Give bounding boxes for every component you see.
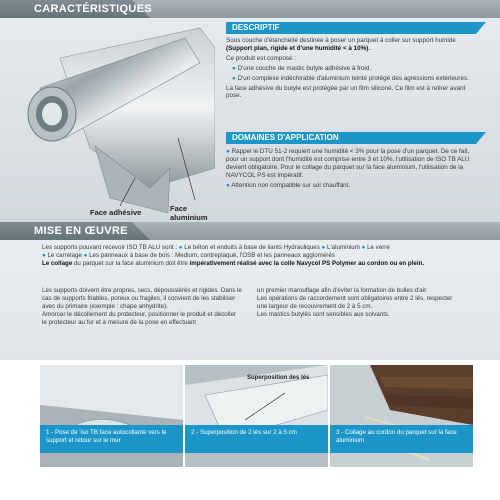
descriptif-heading: DESCRIPTIF xyxy=(226,22,476,34)
mise-column-1: Les supports doivent être propres, secs, dépoussiérés et rigides. Dans le cas de supports friables, poreux ou fragiles, il convient de les stabiliser avec du primaire (exemple : chape anhydrite). Amorcer le décollement du protecteur, positionner le produit et décoller le protecteur au fur et à mesure de la pose en effectuant xyxy=(42,287,242,326)
supports-list: Les supports pouvant recevoir ISO TB ALU sont : ● Le béton et enduits à base de liants Hydrauliques ● L'aluminium ● Le verre ● Le carrelage ● Les panneaux à base de bois : Medium, contreplaqué, l'OSB et les panneaux agglomérés Le collage du parquet sur la face aluminium doit être impérativement réalisé avec la colle Navycol PS Polymer au cordon ou en plein. xyxy=(42,244,425,267)
roll-illustration xyxy=(0,18,215,222)
mise-column-2: un premier marouflage afin d'éviter la formation de bulles d'air. Les opérations de raccordement sont obligatoires entre 2 lés, respecter une largeur de recouvrement de 2 à 5 cm. Les mastics butylés sont sensibles aux solvants. xyxy=(257,287,453,318)
section-banner-caracteristiques: CARACTÉRISTIQUES xyxy=(0,0,500,18)
callout-face-aluminium: Face aluminium xyxy=(170,204,208,222)
domaines-heading: DOMAINES D'APPLICATION xyxy=(226,132,476,144)
caption-photo-2: 2 - Superposition de 2 lés sur 2 à 5 cm xyxy=(185,425,328,453)
caption-photo-1: 1 - Pose de 'iso TB face autocollante vers le support et retour sur le mur xyxy=(40,425,183,453)
domaines-text: ● Rappel le DTU 51-2 requiert une humidité < 3% pour la pose d'un parquet. De ce fait, pour un support dont l'humidité est comprise entre 3 et 10%, l'utilisation de ISO TB ALU devient obligatoire. Pour le collage du parquet sur la face aluminium, l'utilisation de la NAVYCOL PS est impératif. ● Attention non compatible sur sol chauffant. xyxy=(226,148,470,189)
descriptif-text: Sous couche d'étanchéité destinée à poser un parquet à coller sur support humide (Support plan, rigide et d'une humidité < à 10%). Ce produit est composé : ● D'une couche de mastic butyle adhésive à froid. ● D'un complexe indéchirable d'aluminium teinté protégé des agressions extérieures. La face adhésive du butyle est protégée par un film siliconé. Ce film est à retirer avant pose. xyxy=(226,37,469,100)
caption-photo-3: 3 - Collage au cordon du parquet sur la face aluminium xyxy=(330,425,473,453)
section-banner-mise-en-oeuvre: MISE EN ŒUVRE xyxy=(0,222,500,240)
callout-face-adhesive: Face adhésive xyxy=(90,208,142,217)
label-superposition-des-les: Superposition des lés xyxy=(247,375,310,381)
